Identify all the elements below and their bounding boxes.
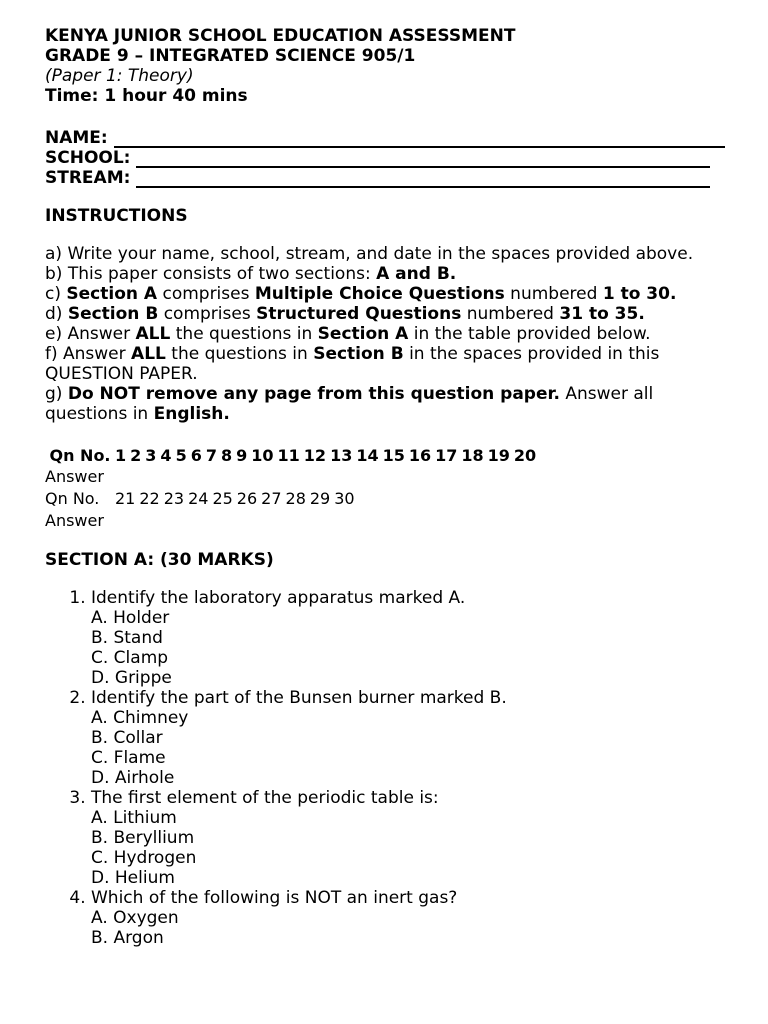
- question-list: [45, 588, 725, 948]
- question-text: 3. The first element of the periodic table is:: [91, 788, 439, 808]
- answer-table: [45, 446, 540, 532]
- question-number: 14: [356, 446, 379, 465]
- exam-subject: GRADE 9 – INTEGRATED SCIENCE 905/1: [45, 46, 416, 66]
- instruction-e: e) Answer ALL the questions in Section A in the table provided below.: [45, 324, 651, 344]
- school-label: SCHOOL:: [45, 148, 131, 168]
- question-number: 28: [285, 489, 306, 508]
- question-number: 9: [236, 446, 248, 465]
- question-number: 7: [205, 446, 217, 465]
- stream-field[interactable]: [45, 168, 710, 188]
- answer-table-row-numbers-1: [45, 446, 540, 466]
- instruction-a: a) Write your name, school, stream, and date in the spaces provided above.: [45, 244, 694, 264]
- answer-option[interactable]: A. Holder: [91, 608, 170, 628]
- paper-type: (Paper 1: Theory): [45, 66, 194, 86]
- school-field[interactable]: [45, 148, 710, 168]
- question-number: 8: [220, 446, 233, 465]
- stream-label: STREAM:: [45, 168, 131, 188]
- answer-table-row-numbers-2: [45, 488, 540, 510]
- answer-option[interactable]: C. Flame: [91, 748, 166, 768]
- question-number: 11: [277, 446, 300, 465]
- answer-option[interactable]: B. Stand: [91, 628, 163, 648]
- question-number: 1: [115, 446, 127, 465]
- school-line[interactable]: [136, 152, 710, 168]
- question-number: 21: [115, 489, 136, 508]
- name-label: NAME:: [45, 128, 108, 148]
- name-field[interactable]: [45, 128, 725, 148]
- answer-cells-21-30[interactable]: [115, 510, 540, 532]
- answer-option[interactable]: D. Helium: [91, 868, 175, 888]
- question-number: 19: [487, 446, 510, 465]
- question-number: 23: [163, 489, 185, 508]
- question-item: [91, 588, 725, 688]
- question-number: 24: [188, 489, 209, 508]
- option-list: [91, 608, 725, 688]
- answer-table-row-answers-1: [45, 466, 540, 488]
- instructions-title: INSTRUCTIONS: [45, 206, 188, 226]
- name-line[interactable]: [114, 132, 725, 148]
- question-number: 4: [160, 446, 172, 465]
- question-number: 26: [236, 489, 258, 508]
- stream-line[interactable]: [136, 172, 710, 188]
- question-number: 27: [261, 489, 282, 508]
- question-number: 17: [435, 446, 458, 465]
- answer-option[interactable]: B. Beryllium: [91, 828, 195, 848]
- section-a-title: SECTION A: (30 MARKS): [45, 550, 274, 570]
- question-numbers-21-30: [115, 488, 540, 510]
- question-item: [91, 788, 725, 888]
- question-number: 18: [461, 446, 484, 465]
- answer-option[interactable]: A. Lithium: [91, 808, 177, 828]
- question-number: 10: [251, 446, 274, 465]
- question-number: 25: [212, 489, 233, 508]
- answer-option[interactable]: C. Clamp: [91, 648, 169, 668]
- exam-page: [45, 26, 725, 948]
- question-number: 22: [139, 489, 160, 508]
- question-number: 12: [303, 446, 327, 465]
- answer-table-row-answers-2: [45, 510, 540, 532]
- question-text: 1. Identify the laboratory apparatus marked A.: [91, 588, 466, 608]
- instruction-f: f) Answer ALL the questions in Section B in the spaces provided in this QUESTION PAPER.: [45, 344, 660, 384]
- instruction-c: c) Section A comprises Multiple Choice Questions numbered 1 to 30.: [45, 284, 677, 304]
- answer-cells-1-20[interactable]: [115, 466, 540, 488]
- instruction-d: d) Section B comprises Structured Questions numbered 31 to 35.: [45, 304, 645, 324]
- question-number: 30: [334, 489, 355, 508]
- instructions-list: [45, 244, 725, 424]
- answer-option[interactable]: A. Chimney: [91, 708, 189, 728]
- exam-title: KENYA JUNIOR SCHOOL EDUCATION ASSESSMENT: [45, 26, 516, 46]
- option-list: [91, 908, 725, 948]
- answer-label-2: Answer: [45, 511, 104, 530]
- option-list: [91, 808, 725, 888]
- question-numbers-1-20: [115, 446, 540, 466]
- question-number: 6: [190, 446, 202, 465]
- question-number: 15: [382, 446, 405, 465]
- question-number: 2: [130, 446, 142, 465]
- answer-option[interactable]: D. Grippe: [91, 668, 172, 688]
- question-number: 16: [408, 446, 432, 465]
- option-list: [91, 708, 725, 788]
- answer-label: Answer: [45, 467, 104, 486]
- answer-option[interactable]: A. Oxygen: [91, 908, 179, 928]
- question-text: 4. Which of the following is NOT an inert gas?: [91, 888, 458, 908]
- answer-option[interactable]: D. Airhole: [91, 768, 175, 788]
- question-number: 13: [330, 446, 353, 465]
- answer-option[interactable]: C. Hydrogen: [91, 848, 197, 868]
- instruction-b: b) This paper consists of two sections: A and B.: [45, 264, 457, 284]
- question-number: 29: [309, 489, 331, 508]
- answer-option[interactable]: B. Argon: [91, 928, 164, 948]
- question-number: 5: [175, 446, 187, 465]
- exam-time: Time: 1 hour 40 mins: [45, 86, 248, 106]
- question-text: 2. Identify the part of the Bunsen burner marked B.: [91, 688, 507, 708]
- answer-option[interactable]: B. Collar: [91, 728, 163, 748]
- question-item: [91, 888, 725, 948]
- instruction-g: g) Do NOT remove any page from this question paper. Answer all questions in English.: [45, 384, 654, 424]
- question-number: 20: [513, 446, 537, 465]
- qn-no-header: Qn No.: [49, 446, 111, 465]
- qn-no-label-2: Qn No.: [45, 489, 100, 508]
- question-item: [91, 688, 725, 788]
- question-number: 3: [145, 446, 157, 465]
